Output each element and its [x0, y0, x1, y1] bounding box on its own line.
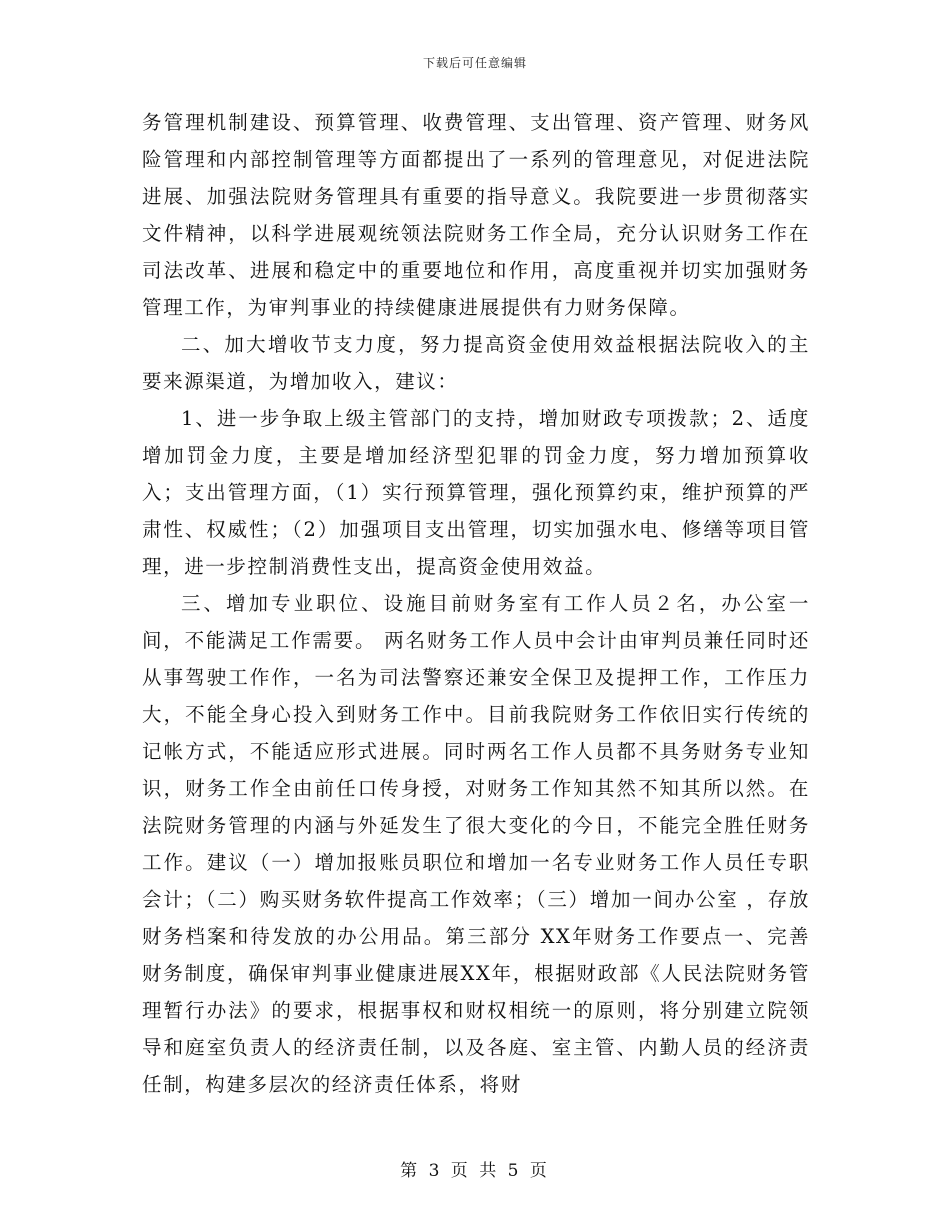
document-body [142, 104, 810, 1103]
paragraph-section-two: 二、加大增收节支力度，努力提高资金使用效益根据法院收入的主要来源渠道，为增加收入，建议： [142, 333, 810, 393]
page-header: 下载后可任意编辑 [422, 56, 527, 70]
paragraph-suggestions: 1、进一步争取上级主管部门的支持，增加财政专项拨款；2、适度增加罚金力度，主要是增加经济型犯罪的罚金力度，努力增加预算收入；支出管理方面，（1）实行预算管理，强化预算约束，维护预算的严肃性、权威性；（2）加强项目支出管理，切实加强水电、修缮等项目管理，进一步控制消费性支出，提高资金使用效益。 [142, 407, 810, 578]
page-number: 第 3 页 共 5 页 [400, 1161, 550, 1181]
paragraph-continued: 务管理机制建设、预算管理、收费管理、支出管理、资产管理、财务风险管理和内部控制管理等方面都提出了一系列的管理意见，对促进法院进展、加强法院财务管理具有重要的指导意义。我院要进一步贯彻落实文件精神，以科学进展观统领法院财务工作全局，充分认识财务工作在司法改革、进展和稳定中的重要地位和作用，高度重视并切实加强财务管理工作，为审判事业的持续健康进展提供有力财务保障。 [142, 111, 810, 319]
paragraph-section-three: 三、增加专业职位、设施目前财务室有工作人员２名，办公室一间，不能满足工作需要。 两名财务工作人员中会计由审判员兼任同时还从事驾驶工作作，一名为司法警察还兼安全保卫及提押工作，工作压力大，不能全身心投入到财务工作中。目前我院财务工作依旧实行传统的记帐方式，不能适应形式进展。同时两名工作人员都不具务财务专业知识，财务工作全由前任口传身授，对财务工作知其然不知其所以然。在法院财务管理的内涵与外延发生了很大变化的今日，不能完全胜任财务工作。建议（一）增加报账员职位和增加一名专业财务工作人员任专职会计；（二）购买财务软件提高工作效率；（三）增加一间办公室 ，存放财务档案和待发放的办公用品。第三部分 XX年财务工作要点一、完善财务制度，确保审判事业健康进展XX年，根据财政部《人民法院财务管理暂行办法》的要求，根据事权和财权相统一的原则，将分别建立院领导和庭室负责人的经济责任制，以及各庭、室主管、内勤人员的经济责任制，构建多层次的经济责任体系，将财 [142, 592, 810, 1096]
